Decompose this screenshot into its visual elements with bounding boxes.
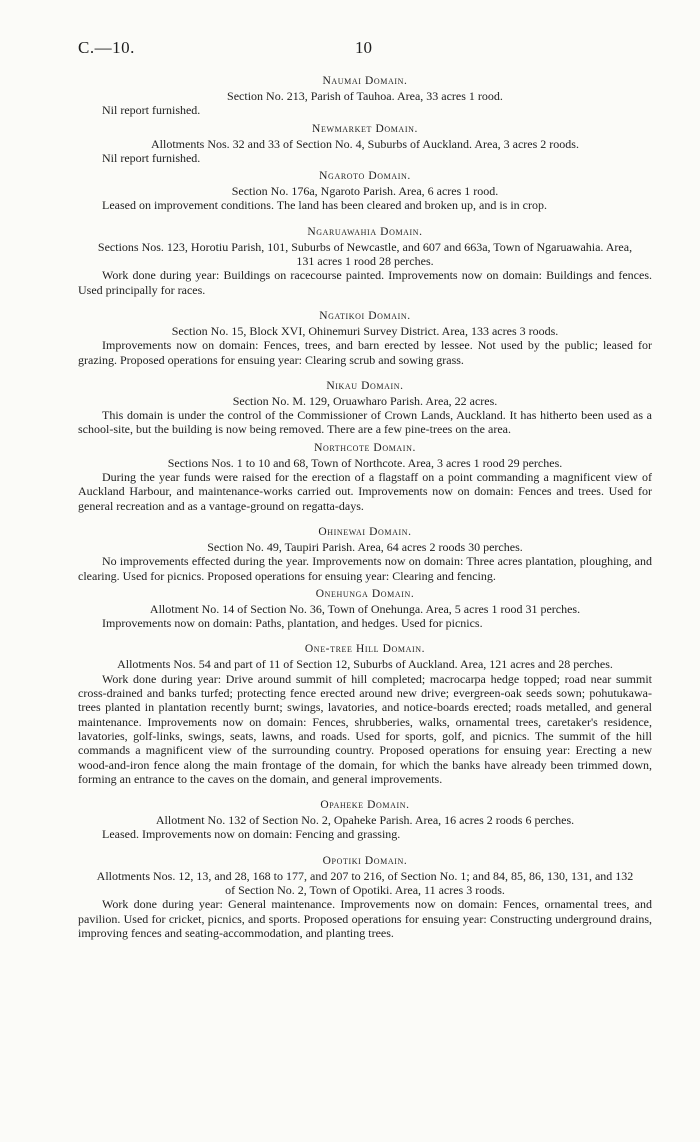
section-heading: Newmarket Domain. — [312, 122, 418, 135]
section-paragraph: During the year funds were raised for the erection of a flagstaff on a point commanding a magnificent view of Auckland Harbour, and maintenance-works carried out. Improvements now on domain: Fences and trees. Used for general recreation and as a vantage-ground on regatta-days. — [78, 470, 652, 513]
section-heading: Ngaruawahia Domain. — [307, 225, 423, 238]
section-description: Allotments Nos. 32 and 33 of Section No. 4, Suburbs of Auckland. Area, 3 acres 2 roods. — [151, 136, 579, 151]
domain-section — [78, 225, 652, 297]
domain-section — [78, 798, 652, 842]
domain-section — [78, 309, 652, 367]
domain-section — [78, 854, 652, 940]
section-heading: Opotiki Domain. — [322, 854, 408, 867]
section-description: Sections Nos. 1 to 10 and 68, Town of Northcote. Area, 3 acres 1 rood 29 perches. — [167, 455, 563, 470]
domain-section — [78, 642, 652, 786]
page-header — [78, 38, 378, 58]
domain-section — [78, 122, 652, 166]
domain-section — [78, 379, 652, 437]
section-heading: Ngatikoi Domain. — [319, 309, 411, 322]
section-heading: Ohinewai Domain. — [318, 525, 412, 538]
section-paragraph: Improvements now on domain: Fences, trees, and barn erected by lessee. Not used by the public; leased for grazing. Proposed operations for ensuing year: Clearing scrub and sowing grass. — [78, 338, 652, 367]
section-description: Section No. M. 129, Oruawharo Parish. Area, 22 acres. — [232, 393, 498, 408]
section-paragraph: Leased on improvement conditions. The land has been cleared and broken up, and is in crop. — [102, 198, 547, 213]
section-description: Section No. 213, Parish of Tauhoa. Area, 33 acres 1 rood. — [227, 89, 503, 103]
domain-section — [78, 74, 652, 118]
section-description: Section No. 176a, Ngaroto Parish. Area, 6 acres 1 rood. — [231, 184, 499, 199]
section-description: Section No. 15, Block XVI, Ohinemuri Survey District. Area, 133 acres 3 roods. — [171, 323, 559, 338]
page-number: 10 — [355, 38, 372, 57]
section-heading: Naumai Domain. — [322, 75, 408, 87]
domain-section — [78, 587, 652, 631]
page-body — [78, 70, 652, 940]
domain-section — [78, 441, 652, 513]
section-paragraph: No improvements effected during the year. Improvements now on domain: Three acres plantation, ploughing, and clearing. Used for picnics. Proposed operations for ensuing year: Clearing and fencing. — [78, 554, 652, 583]
section-heading: Onehunga Domain. — [315, 587, 415, 600]
document-reference: C.—10. — [78, 38, 135, 57]
section-paragraph: Work done during year: General maintenance. Improvements now on domain: Fences, ornamental trees, and pavilion. Used for cricket, picnics, and sports. Proposed operations for ensuing year: Constructing underground drains, improving fences and seating-accommodation, and planting trees. — [78, 897, 652, 940]
section-paragraph: Work done during year: Buildings on racecourse painted. Improvements now on domain: Buildings and fences. Used principally for races. — [78, 268, 652, 297]
section-description: Sections Nos. 123, Horotiu Parish, 101, Suburbs of Newcastle, and 607 and 663a, Town of Ngaruawahia. Area, 131 acres 1 rood 28 perches. — [97, 239, 633, 269]
section-description: Allotments Nos. 54 and part of 11 of Section 12, Suburbs of Auckland. Area, 121 acres and 28 perches. — [117, 657, 613, 672]
section-heading: Opaheke Domain. — [320, 799, 410, 812]
section-heading: One-tree Hill Domain. — [304, 643, 426, 656]
section-heading: Nikau Domain. — [326, 379, 404, 392]
section-heading: Northcote Domain. — [314, 441, 416, 454]
section-paragraph: Work done during year: Drive around summit of hill completed; macrocarpa hedge topped; road near summit cross-drained and banks turfed; protecting fence erected around new drive; evergreen-oak seeds sown; pohutukawa-trees planted in plantation recently burnt; swings, lavatories, and notice-boards erected; roads metalled, and general maintenance. Improvements now on domain: Fences, shrubberies, walks, ornamental trees, caretaker's residence, lavatories, golf-links, swings, seats, lawns, and roads. Used for sports, golf, and picnics. The summit of the hill commands a magnificent view of the surrounding country. Proposed operations for ensuing year: Erecting a new wood-and-iron fence along the main frontage of the domain, for which the banks have already been trimmed down, forming an entrance to the caves on the domain, and general improvements. — [78, 671, 652, 786]
section-description: Allotment No. 14 of Section No. 36, Town of Onehunga. Area, 5 acres 1 rood 31 perches. — [149, 601, 581, 616]
section-description: Allotments Nos. 12, 13, and 28, 168 to 177, and 207 to 216, of Section No. 1; and 84, 85, 86, 130, 131, and 132 of Section No. 2, Town of Opotiki. Area, 11 acres 3 roods. — [96, 868, 634, 897]
section-description: Allotment No. 132 of Section No. 2, Opaheke Parish. Area, 16 acres 2 roods 6 perches. — [155, 813, 575, 828]
section-heading: Ngaroto Domain. — [319, 170, 411, 183]
domain-section — [78, 525, 652, 583]
section-paragraph: Leased. Improvements now on domain: Fencing and grassing. — [102, 827, 401, 842]
section-paragraph: Nil report furnished. — [102, 103, 201, 118]
section-paragraph: This domain is under the control of the Commissioner of Crown Lands, Auckland. It has hitherto been used as a school-site, but the building is now being removed. There are a few pine-trees on the area. — [78, 408, 652, 437]
domain-section — [78, 169, 652, 213]
section-paragraph: Nil report furnished. — [102, 150, 201, 165]
section-description: Section No. 49, Taupiri Parish. Area, 64 acres 2 roods 30 perches. — [207, 539, 523, 554]
section-paragraph: Improvements now on domain: Paths, plantation, and hedges. Used for picnics. — [102, 616, 483, 631]
